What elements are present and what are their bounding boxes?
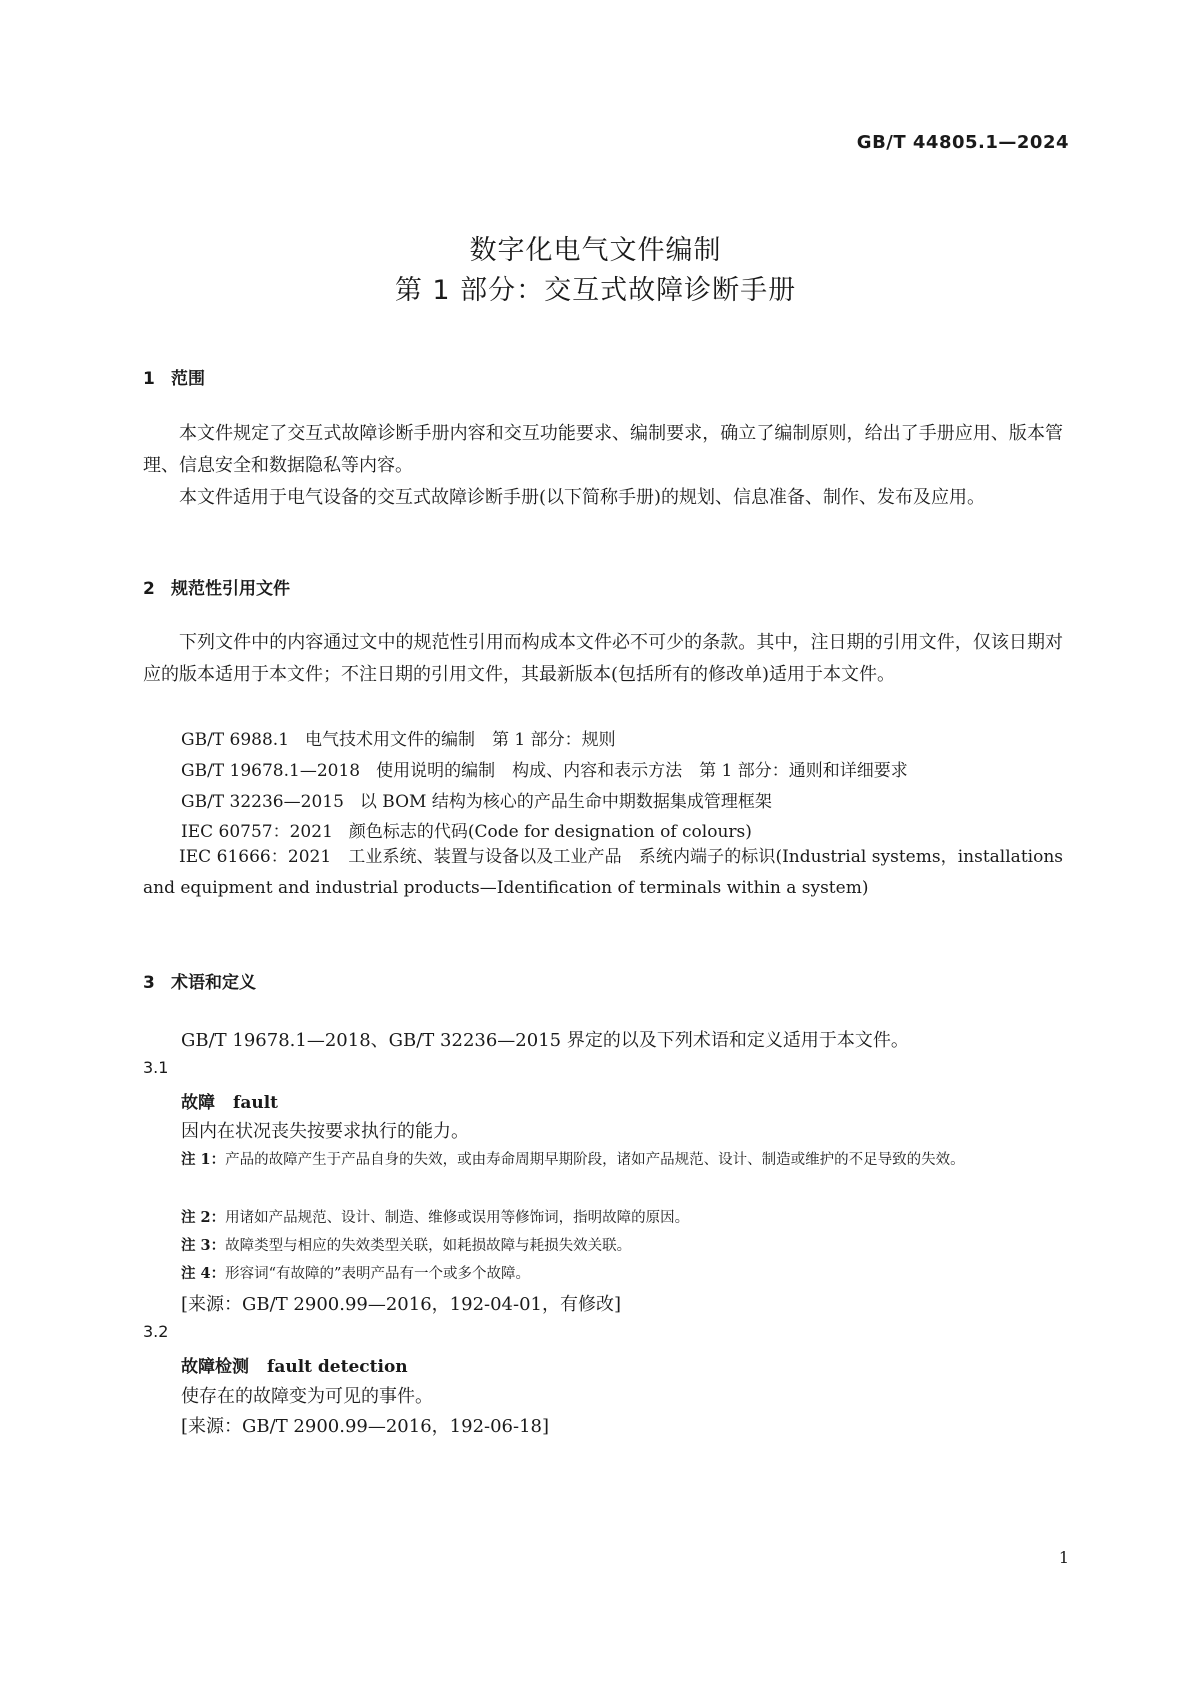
reference-code: GB/T 6988.1 <box>181 730 290 750</box>
section-3-intro: GB/T 19678.1—2018、GB/T 32236—2015 界定的以及下列术语和定义适用于本文件。 <box>181 1030 909 1051</box>
term-definition: 使存在的故障变为可见的事件。 <box>181 1386 433 1407</box>
section-3-heading <box>143 968 256 993</box>
document-title-line2: 第 1 部分：交互式故障诊断手册 <box>394 275 797 306</box>
note-text: 产品的故障产生于产品自身的失效，或由寿命周期早期阶段，诸如产品规范、设计、制造或维护的不足导致的失效。 <box>225 1152 965 1168</box>
reference-iec61666-text: IEC 61666：2021 工业系统、装置与设备以及工业产品 系统内端子的标识(Industrial systems，installations and equipment and industrial products—Identification of terminals within a system) <box>143 847 1063 898</box>
section-1-heading <box>143 364 205 389</box>
reference-title: 以 BOM 结构为核心的产品生命中期数据集成管理框架 <box>359 792 772 812</box>
reference-code: GB/T 19678.1—2018 <box>181 761 361 781</box>
reference-item <box>181 817 752 842</box>
term-note <box>181 1232 1061 1260</box>
note-text: 用诸如产品规范、设计、制造、维修或误用等修饰词，指明故障的原因。 <box>225 1210 690 1226</box>
document-title-line1: 数字化电气文件编制 <box>469 235 722 266</box>
term-number: 3.1 <box>143 1058 169 1077</box>
section-3-number: 3 <box>143 973 155 993</box>
section-1-title: 范围 <box>171 369 205 389</box>
term-source: [来源：GB/T 2900.99—2016，192-04-01，有修改] <box>181 1294 622 1315</box>
term-note <box>181 1204 1061 1232</box>
term-source: [来源：GB/T 2900.99—2016，192-06-18] <box>181 1416 550 1437</box>
note-text: 故障类型与相应的失效类型关联，如耗损故障与耗损失效关联。 <box>225 1238 632 1254</box>
section-2-number: 2 <box>143 579 155 599</box>
section-1-number: 1 <box>143 369 155 389</box>
note-label: 注 2： <box>181 1209 226 1226</box>
section-1-paragraph-1: 本文件规定了交互式故障诊断手册内容和交互功能要求、编制要求，确立了编制原则，给出了手册应用、版本管理、信息安全和数据隐私等内容。 <box>143 423 1063 476</box>
note-text: 形容词“有故障的”表明产品有一个或多个故障。 <box>225 1266 530 1282</box>
reference-code: IEC 60757：2021 <box>181 822 333 842</box>
reference-title: 使用说明的编制 构成、内容和表示方法 第 1 部分：通则和详细要求 <box>376 761 908 781</box>
section-2-body <box>143 627 1063 691</box>
section-3-title: 术语和定义 <box>171 973 256 993</box>
section-1-paragraph-2: 本文件适用于电气设备的交互式故障诊断手册(以下简称手册)的规划、信息准备、制作、发布及应用。 <box>179 487 986 508</box>
section-2-paragraph-1: 下列文件中的内容通过文中的规范性引用而构成本文件必不可少的条款。其中，注日期的引用文件，仅该日期对应的版本适用于本文件；不注日期的引用文件，其最新版本(包括所有的修改单)适用于本文件。 <box>143 632 1063 685</box>
term-note <box>181 1260 1061 1288</box>
term-heading <box>181 1088 278 1113</box>
term-definition: 因内在状况丧失按要求执行的能力。 <box>181 1121 469 1142</box>
section-2-heading <box>143 574 290 599</box>
term-note <box>181 1146 1061 1174</box>
note-label: 注 3： <box>181 1237 226 1254</box>
page-number: 1 <box>1058 1548 1069 1567</box>
term-zh: 故障 <box>181 1093 215 1113</box>
note-label: 注 1： <box>181 1151 226 1168</box>
term-number: 3.2 <box>143 1322 169 1341</box>
section-2-title: 规范性引用文件 <box>171 579 290 599</box>
reference-item-iec61666 <box>143 842 1063 904</box>
note-label: 注 4： <box>181 1265 226 1282</box>
reference-title: 颜色标志的代码(Code for designation of colours) <box>348 822 752 842</box>
reference-code: GB/T 32236—2015 <box>181 792 344 812</box>
term-zh: 故障检测 <box>181 1357 249 1377</box>
standard-code: GB/T 44805.1—2024 <box>856 132 1069 153</box>
section-1-body <box>143 418 1063 514</box>
reference-item <box>181 787 772 812</box>
reference-item <box>181 725 616 750</box>
reference-item <box>181 756 908 781</box>
reference-title: 电气技术用文件的编制 第 1 部分：规则 <box>305 730 616 750</box>
term-en: fault <box>233 1093 278 1113</box>
term-en: fault detection <box>267 1357 408 1377</box>
term-heading <box>181 1352 408 1377</box>
